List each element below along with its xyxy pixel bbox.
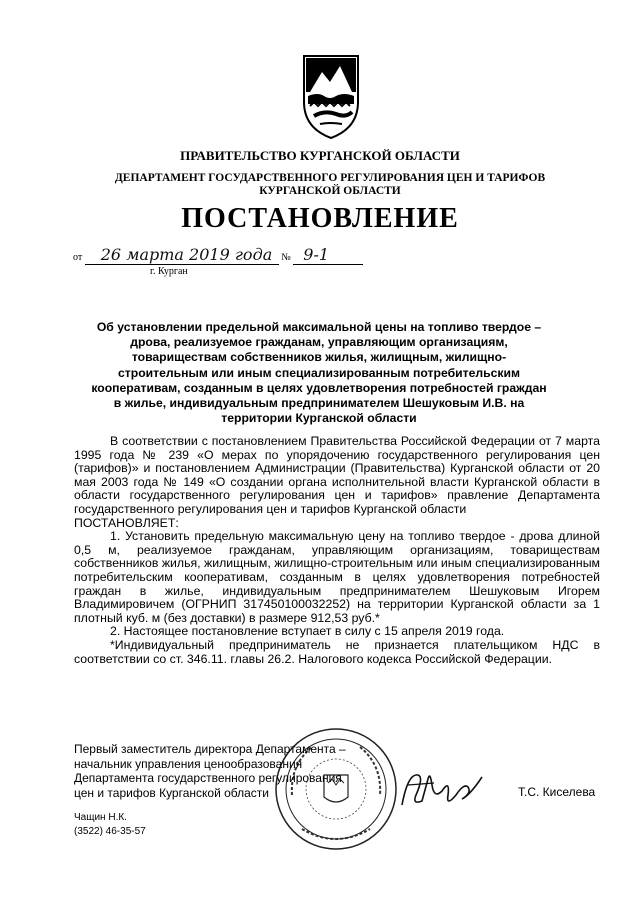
number-prefix: № bbox=[281, 252, 291, 263]
handwritten-date: 26 марта 2019 года bbox=[100, 245, 273, 264]
clause-2: 2. Настоящее постановление вступает в силу с 15 апреля 2019 года. bbox=[110, 624, 505, 639]
signatory-line-2: начальник управления ценообразования bbox=[74, 756, 303, 771]
signatory-name: Т.С. Киселева bbox=[518, 785, 596, 799]
document-body bbox=[74, 435, 600, 666]
signatory-line-3: Департамента государственного регулирования bbox=[74, 771, 342, 786]
signatory-line-4: цен и тарифов Курганской области bbox=[74, 785, 269, 800]
handwritten-signature-icon bbox=[398, 765, 486, 813]
intro-paragraph: В соответствии с постановлением Правительства Российской Федерации от 7 марта 1995 года № 239 «О мерах по упорядочению государственного регулирования цен (тарифов)» и постановлением Администрации (Правительства) Курганской области от 20 мая 2003 года № 149 «О создании органа исполнительной власти Курганской области в области государственного регулирования цен и тарифов» правление Департамента государственного регулирования цен и тарифов Курганской области bbox=[74, 434, 600, 516]
department-name: ДЕПАРТАМЕНТ ГОСУДАРСТВЕННОГО РЕГУЛИРОВАНИЯ ЦЕН И ТАРИФОВ КУРГАНСКОЙ ОБЛАСТИ bbox=[114, 172, 546, 197]
date-prefix: от bbox=[73, 252, 83, 263]
city: г. Курган bbox=[150, 266, 188, 277]
government-name: ПРАВИТЕЛЬСТВО КУРГАНСКОЙ ОБЛАСТИ bbox=[180, 148, 460, 163]
clause-1: 1. Установить предельную максимальную цену на топливо твердое - дрова длиной 0,5 м, реализуемое гражданам, управляющим организациям, товариществам собственников жилья, жилищным, жилищно-строительным или иным специализированным потребительским кооперативам, созданным в целях удовлетворения потребностей граждан в жилье, индивидуальным предпринимателем Шешуковым Игорем Владимировичем (ОГРНИП 317450100032252) на территории Курганской области за 1 плотный куб. м (без доставки) в размере 912,53 руб.* bbox=[74, 529, 600, 625]
date-number-line bbox=[73, 245, 363, 265]
executor-phone: (3522) 46-35-57 bbox=[74, 826, 146, 837]
coat-of-arms-icon bbox=[300, 52, 362, 140]
document-type-title: ПОСТАНОВЛЕНИЕ bbox=[181, 203, 459, 234]
decree-word: ПОСТАНОВЛЯЕТ: bbox=[74, 515, 179, 530]
document-subject: Об установлении предельной максимальной цены на топливо твердое – дрова, реализуемое гражданам, управляющим организациям, товариществам собственников жилья, жилищным, жилищно-строительным или иным специализированным потребительским кооперативам, созданным в целях удовлетворения потребностей граждан в жилье, индивидуальным предпринимателем Шешуковым И.В. на территории Курганской области bbox=[91, 320, 547, 426]
handwritten-number: 9-1 bbox=[303, 245, 330, 264]
executor-name: Чащин Н.К. bbox=[74, 812, 127, 823]
signatory-position bbox=[74, 742, 346, 800]
signatory-line-1: Первый заместитель директора Департамента – bbox=[74, 742, 346, 756]
vat-note: *Индивидуальный предприниматель не признается плательщиком НДС в соответствии со ст. 346.11. главы 26.2. Налогового кодекса Российской Федерации. bbox=[74, 637, 600, 666]
executor-info bbox=[74, 811, 146, 839]
